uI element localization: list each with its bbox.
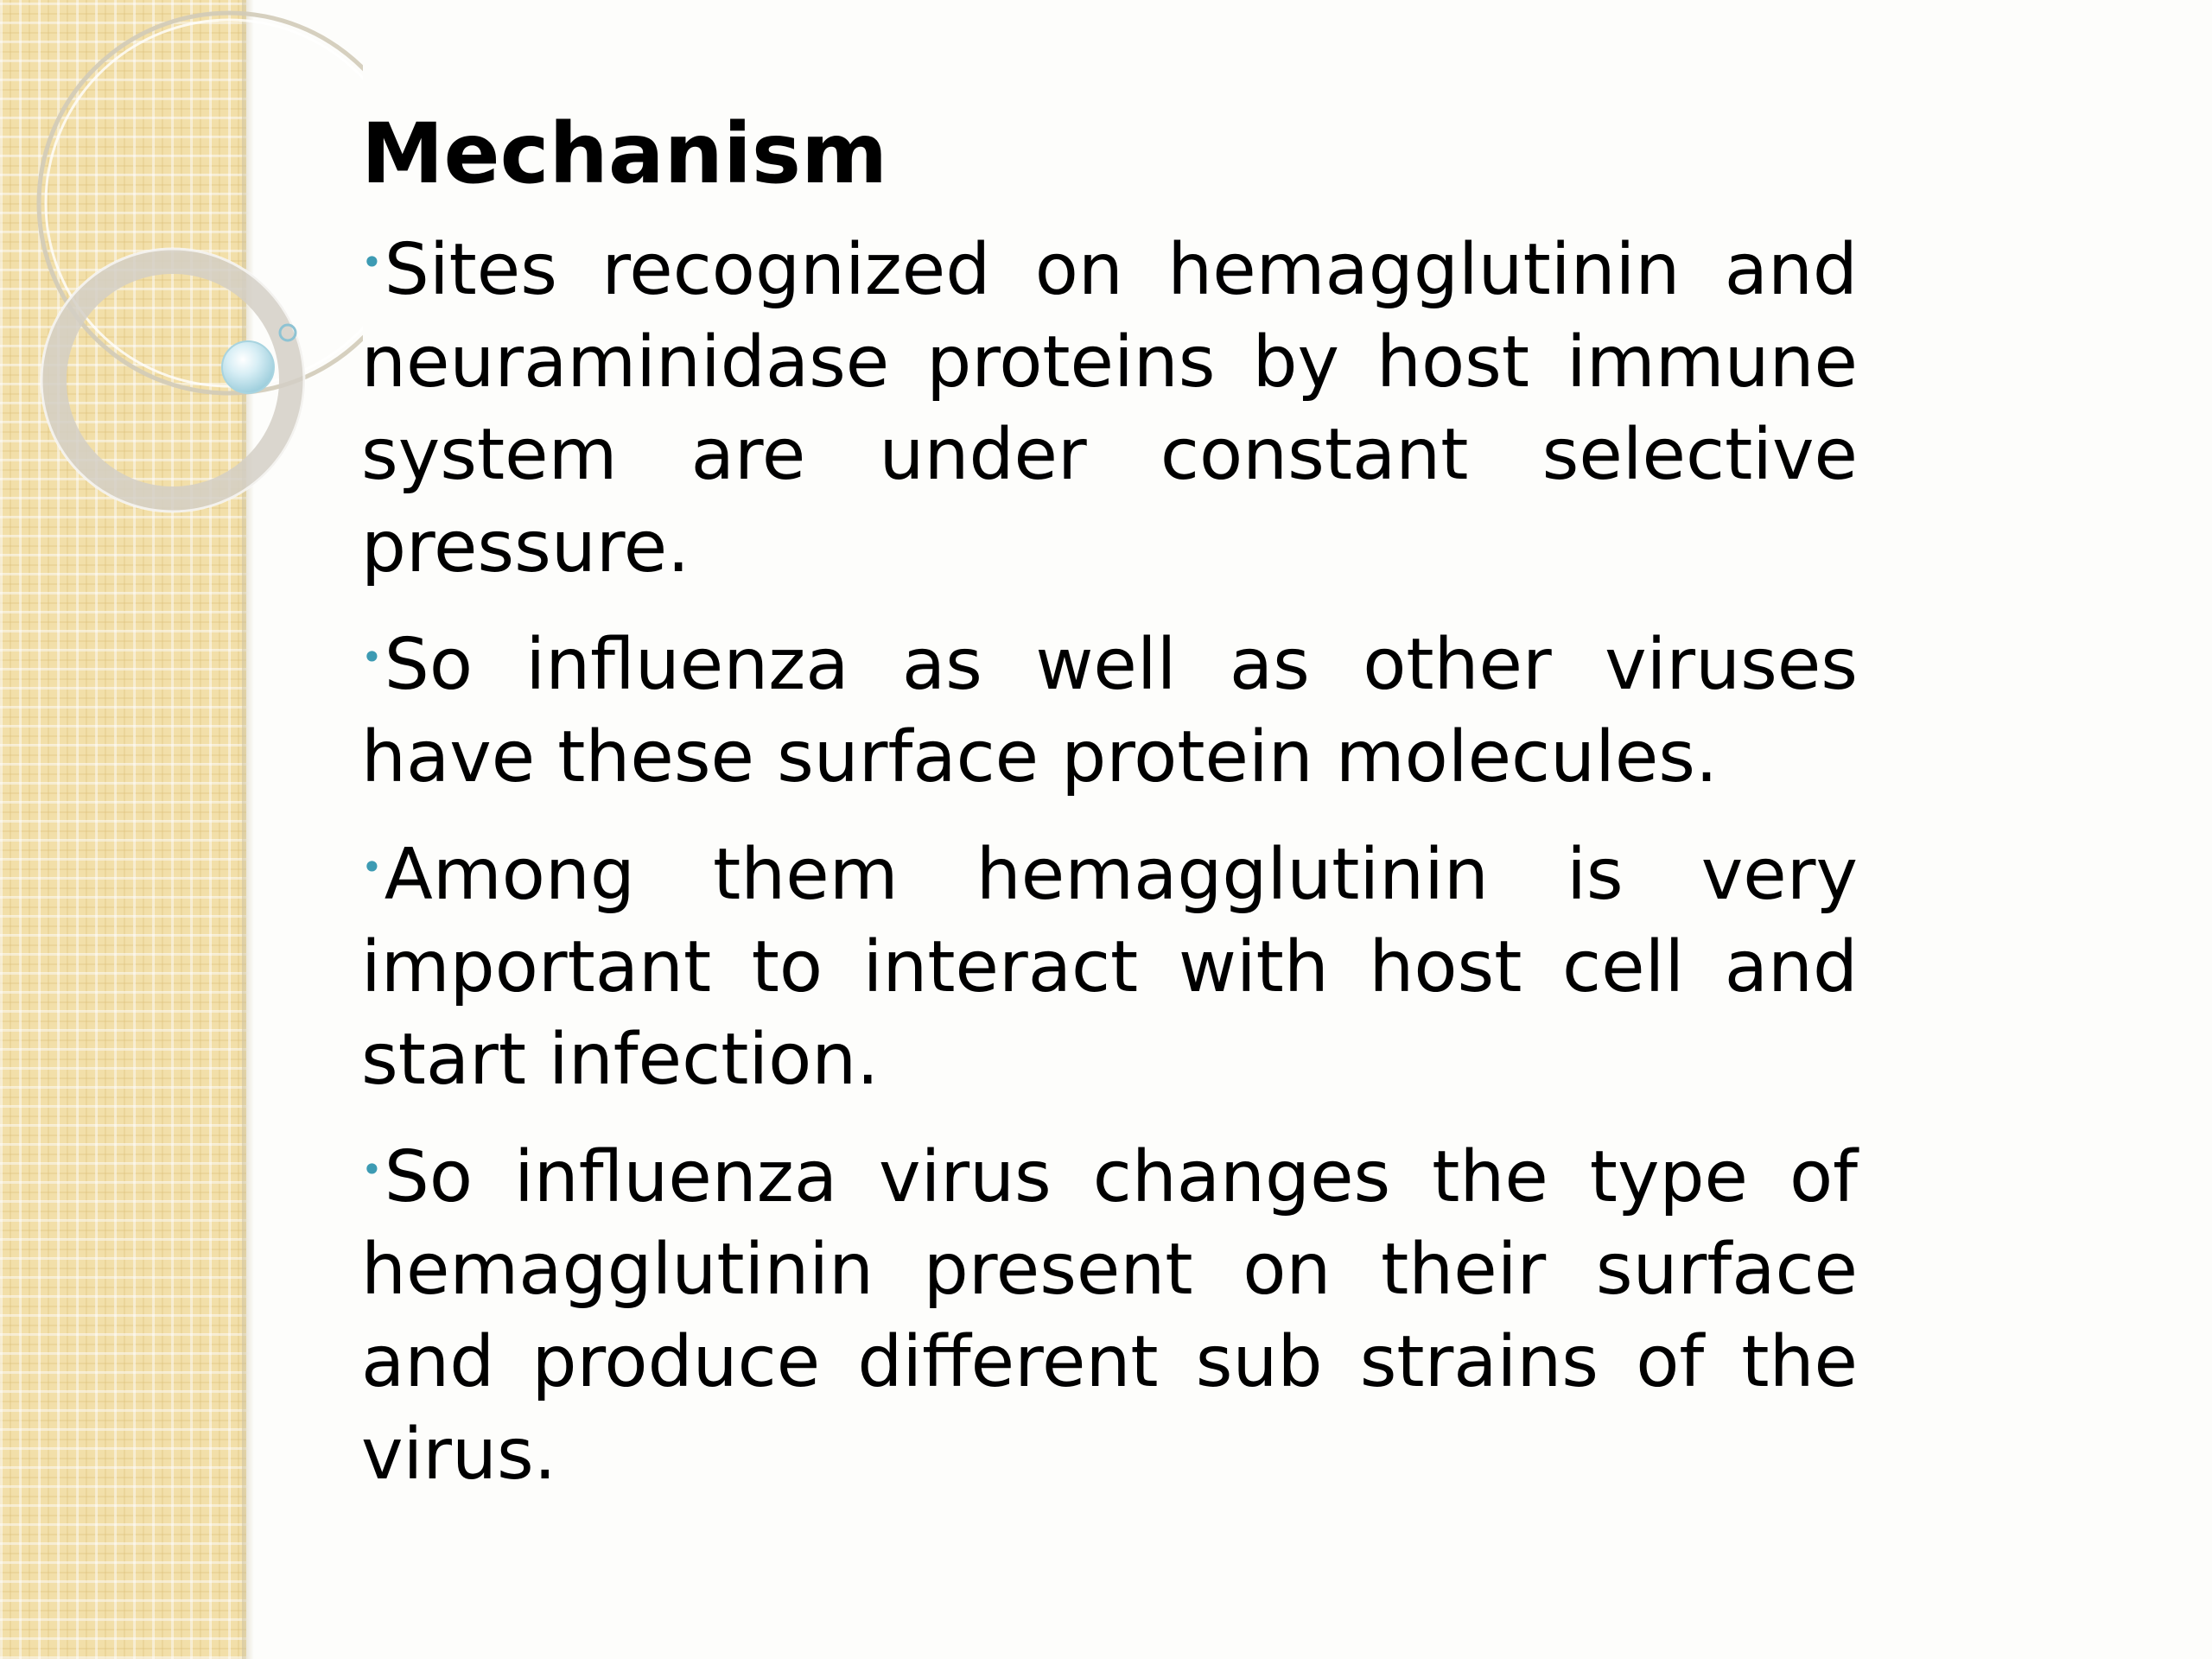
bullet-list — [361, 216, 1858, 1501]
slide-title: Mechanism — [361, 105, 888, 202]
slide-content — [361, 102, 1858, 1518]
bullet-dot-icon: • — [361, 846, 383, 888]
bullet-dot-icon: • — [361, 636, 383, 678]
bullet-text: Sites recognized on hemagglutinin and neuraminidase proteins by host immune system are under constant selective pressure. — [361, 229, 1858, 588]
bullet-item — [361, 1123, 1858, 1501]
bullet-item — [361, 611, 1858, 804]
bullet-dot-icon: • — [361, 241, 383, 283]
bullet-text: So influenza as well as other viruses have these surface protein molecules. — [361, 624, 1858, 798]
bullet-text: Among them hemagglutinin is very important to interact with host cell and start infection. — [361, 834, 1858, 1101]
decorative-rings-icon — [0, 0, 363, 605]
bullet-text: So influenza virus changes the type of hemagglutinin present on their surface and produce different sub strains of the virus. — [361, 1136, 1858, 1496]
bullet-item — [361, 821, 1858, 1106]
bullet-item — [361, 216, 1858, 594]
bullet-dot-icon: • — [361, 1148, 383, 1191]
